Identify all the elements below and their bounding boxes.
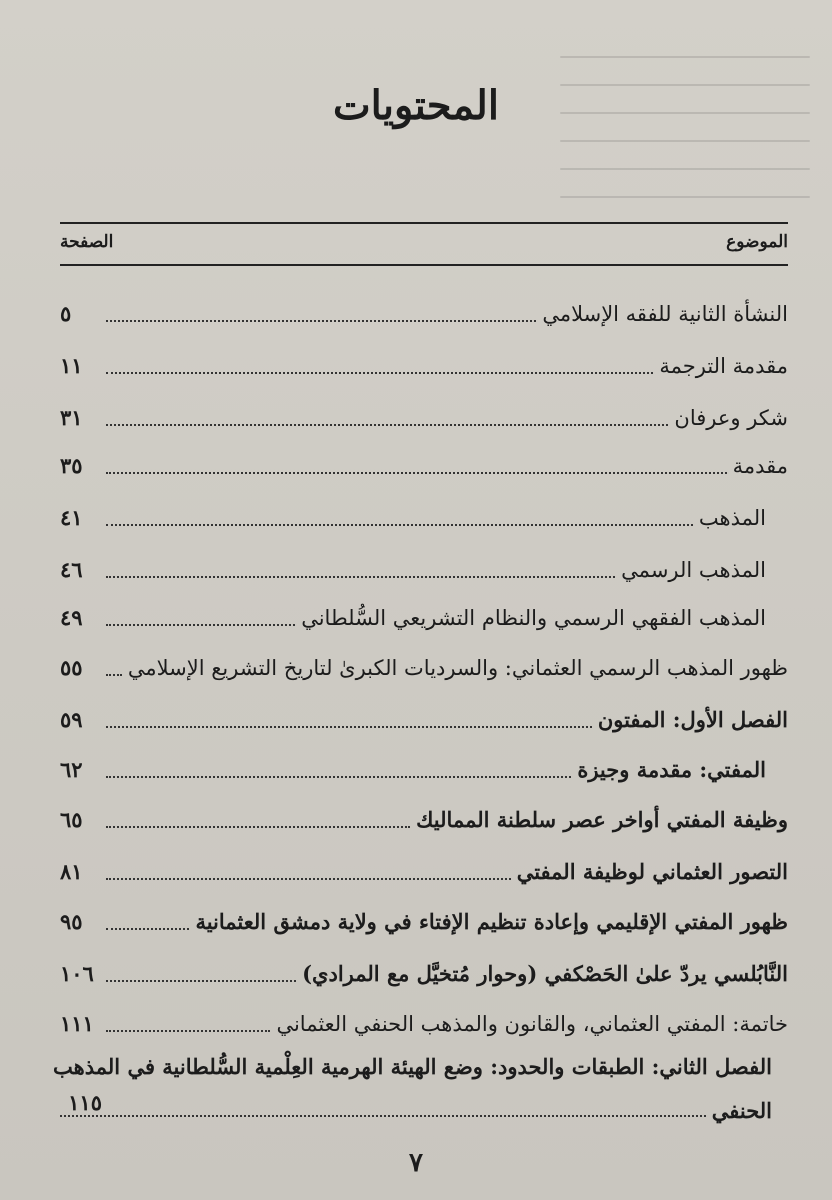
leader-dots — [106, 726, 592, 728]
leader-dots — [106, 928, 189, 930]
toc-entry[interactable] — [60, 744, 788, 784]
toc-entry-title: مقدمة الترجمة — [659, 354, 788, 378]
toc-entry-title: ظهور المذهب الرسمي العثماني: والسرديات الكبرىٰ لتاريخ التشريع الإسلامي — [127, 656, 788, 680]
toc-entry-title: المفتي: مقدمة وجيزة — [577, 757, 766, 782]
toc-entry[interactable] — [60, 592, 788, 632]
toc-entry-title: النشأة الثانية للفقه الإسلامي — [542, 302, 788, 326]
leader-dots — [60, 1115, 706, 1117]
leader-dots — [106, 1030, 270, 1032]
toc-entry-title: النَّابُلسي يردّ علىٰ الحَصْكفي (وحوار مُتخيَّل مع المرادي) — [302, 961, 788, 986]
toc-entry[interactable] — [60, 440, 788, 480]
toc-entry-page: ٦٢ — [60, 757, 83, 782]
toc-entry-page: ١١٥ — [68, 1090, 102, 1115]
bleed-through-text — [560, 30, 810, 230]
page-column-label: الصفحة — [60, 232, 114, 252]
toc-entry-page: ٣٥ — [60, 453, 83, 478]
toc-entry[interactable] — [60, 392, 788, 432]
chapter-2-title-line1: الفصل الثاني: الطبقات والحدود: وضع الهيئة الهرمية العِلْمية السُّلطانية في المذهب — [53, 1054, 772, 1079]
leader-dots — [106, 776, 571, 778]
toc-entry[interactable] — [60, 642, 788, 682]
toc-entry-title: مقدمة — [732, 454, 788, 478]
toc-entry-page: ٤٦ — [60, 557, 83, 582]
leader-dots — [106, 424, 668, 426]
leader-dots — [106, 674, 122, 676]
toc-entry-page: ٣١ — [60, 405, 83, 430]
chapter-2-title-line2: الحنفي — [711, 1098, 772, 1123]
toc-entry-page: ٥٩ — [60, 707, 83, 732]
toc-entry[interactable] — [60, 998, 788, 1038]
leader-dots — [106, 980, 296, 982]
page-title: المحتويات — [333, 82, 499, 129]
toc-entry[interactable] — [60, 846, 788, 886]
toc-entry-page: ٦٥ — [60, 807, 83, 832]
toc-entry[interactable] — [60, 694, 788, 734]
toc-header — [60, 232, 788, 260]
toc-entry-title: التصور العثماني لوظيفة المفتي — [516, 859, 788, 884]
page-number: ٧ — [409, 1148, 423, 1178]
chapter-2-title-row2 — [60, 1098, 772, 1123]
header-top-rule — [60, 222, 788, 224]
toc-entry-page: ٨١ — [60, 859, 83, 884]
leader-dots — [106, 524, 693, 526]
toc-entry-title: الفصل الأول: المفتون — [597, 707, 788, 732]
toc-entry[interactable] — [60, 288, 788, 328]
toc-entry[interactable] — [60, 492, 788, 532]
toc-entry-page: ١١١ — [60, 1011, 94, 1036]
toc-entry-page: ٩٥ — [60, 909, 83, 934]
toc-entry-page: ٥ — [60, 301, 72, 326]
leader-dots — [106, 878, 511, 880]
toc-entry-title: خاتمة: المفتي العثماني، والقانون والمذهب الحنفي العثماني — [276, 1012, 788, 1036]
toc-entry-page: ٥٥ — [60, 655, 83, 680]
header-bottom-rule — [60, 264, 788, 266]
leader-dots — [106, 624, 295, 626]
leader-dots — [106, 826, 410, 828]
leader-dots — [106, 576, 615, 578]
leader-dots — [106, 472, 727, 474]
toc-entry-title: المذهب الرسمي — [621, 558, 766, 582]
topic-column-label: الموضوع — [726, 232, 788, 252]
toc-entry[interactable] — [60, 896, 788, 936]
leader-dots — [106, 320, 536, 322]
toc-entry[interactable] — [60, 544, 788, 584]
toc-entry[interactable] — [60, 948, 788, 988]
toc-entry-page: ١١ — [60, 353, 83, 378]
toc-entry-title: ظهور المفتي الإقليمي وإعادة تنظيم الإفتاء في ولاية دمشق العثمانية — [195, 909, 788, 934]
toc-entry-title: المذهب الفقهي الرسمي والنظام التشريعي السُّلطاني — [301, 606, 766, 630]
toc-entry-title: المذهب — [698, 506, 766, 530]
toc-entry-page: ٤١ — [60, 505, 83, 530]
toc-entry-page: ١٠٦ — [60, 961, 94, 986]
toc-entry-title: وظيفة المفتي أواخر عصر سلطنة المماليك — [416, 807, 788, 832]
toc-entry[interactable] — [60, 340, 788, 380]
toc-entry-page: ٤٩ — [60, 605, 83, 630]
toc-entry-title: شكر وعرفان — [674, 406, 788, 430]
toc-entry-chapter-2[interactable] — [53, 1052, 772, 1123]
toc-entry[interactable] — [60, 794, 788, 834]
leader-dots — [106, 372, 653, 374]
